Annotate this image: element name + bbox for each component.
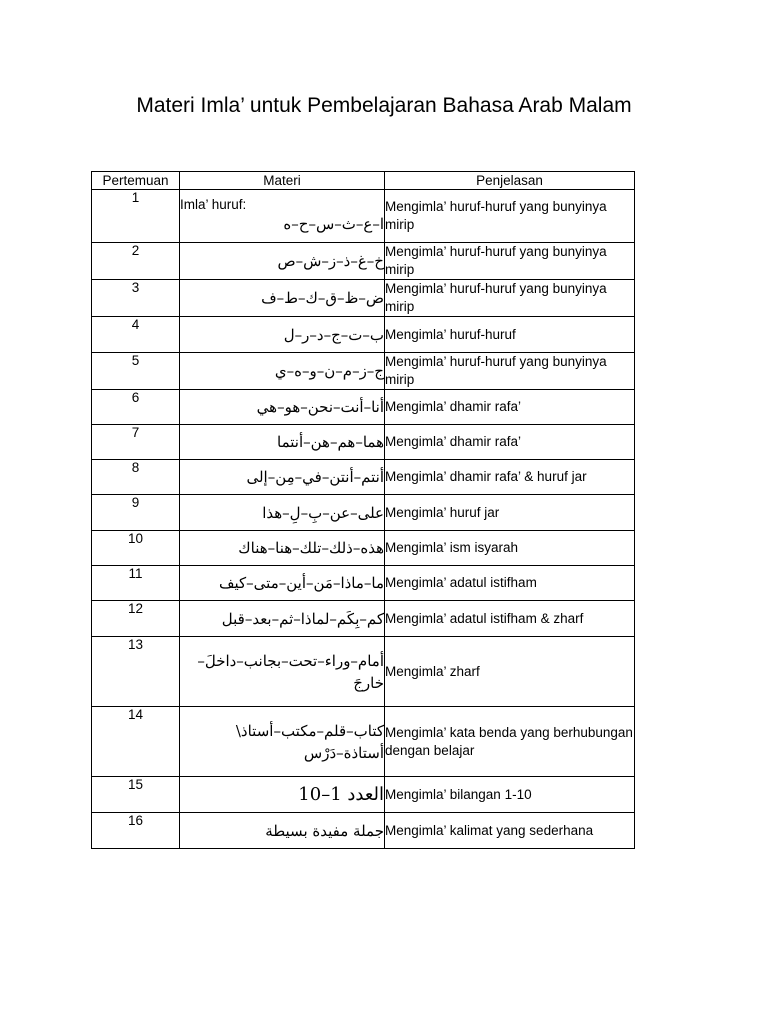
materi-arabic-line2: خارجَ bbox=[353, 673, 384, 692]
row-number: 5 bbox=[92, 353, 180, 390]
row-number: 16 bbox=[92, 813, 180, 849]
materi-cell bbox=[180, 566, 385, 601]
table-row bbox=[92, 425, 635, 460]
row-number: 3 bbox=[92, 280, 180, 317]
materi-cell bbox=[180, 317, 385, 353]
materi-arabic: هذه–ذلك–تلك–هنا–هناك bbox=[238, 539, 384, 557]
table-row bbox=[92, 813, 635, 849]
materi-lead: Imla’ huruf: bbox=[180, 197, 247, 212]
materi-cell bbox=[180, 280, 385, 317]
table-row bbox=[92, 707, 635, 777]
table-row bbox=[92, 390, 635, 425]
materi-cell bbox=[180, 813, 385, 849]
row-number: 11 bbox=[92, 566, 180, 601]
penjelasan-cell: Mengimla’ dhamir rafa’ & huruf jar bbox=[385, 460, 635, 495]
materi-cell bbox=[180, 531, 385, 566]
page-title: Materi Imla’ untuk Pembelajaran Bahasa Arab Malam bbox=[136, 94, 632, 117]
penjelasan-cell: Mengimla’ dhamir rafa’ bbox=[385, 425, 635, 460]
materi-arabic: أنتم–أنتن–في–مِن–إلى bbox=[246, 468, 384, 486]
row-number: 15 bbox=[92, 777, 180, 813]
table-row bbox=[92, 243, 635, 280]
penjelasan-cell: Mengimla’ huruf-huruf yang bunyinya mirip bbox=[385, 353, 635, 390]
materi-arabic: ا–ع–ث–س–ح–ه bbox=[283, 215, 384, 233]
materi-arabic: ج–ز–م–ن–و–ه–ي bbox=[274, 362, 384, 380]
penjelasan-cell: Mengimla’ huruf-huruf bbox=[385, 317, 635, 353]
row-number: 6 bbox=[92, 390, 180, 425]
materi-cell bbox=[180, 637, 385, 707]
row-number: 1 bbox=[92, 190, 180, 243]
row-number: 8 bbox=[92, 460, 180, 495]
materi-arabic: العدد 1–10 bbox=[298, 783, 384, 805]
table-row bbox=[92, 601, 635, 637]
materi-cell bbox=[180, 190, 385, 243]
row-number: 10 bbox=[92, 531, 180, 566]
penjelasan-cell: Mengimla’ huruf-huruf yang bunyinya mirip bbox=[385, 190, 635, 243]
materi-arabic: على–عن–بِ–لِ–هذا bbox=[262, 503, 384, 522]
row-number: 7 bbox=[92, 425, 180, 460]
row-number: 12 bbox=[92, 601, 180, 637]
table-row bbox=[92, 777, 635, 813]
penjelasan-cell: Mengimla’ adatul istifham bbox=[385, 566, 635, 601]
materi-cell bbox=[180, 243, 385, 280]
header-pertemuan: Pertemuan bbox=[92, 172, 180, 190]
materi-arabic: ما–ماذا–مَن–أين–متى–كيف bbox=[218, 574, 384, 592]
penjelasan-cell: Mengimla’ ism isyarah bbox=[385, 531, 635, 566]
row-number: 2 bbox=[92, 243, 180, 280]
header-penjelasan: Penjelasan bbox=[385, 172, 635, 190]
materi-arabic: ض–ظ–ق–ك–ط–ف bbox=[261, 289, 384, 307]
row-number: 4 bbox=[92, 317, 180, 353]
penjelasan-cell: Mengimla’ bilangan 1-10 bbox=[385, 777, 635, 813]
table-row bbox=[92, 566, 635, 601]
table-row bbox=[92, 531, 635, 566]
row-number: 9 bbox=[92, 495, 180, 531]
materi-arabic: خ–غ–ذ–ز–ش–ص bbox=[277, 252, 384, 270]
materi-arabic-line2: أستاذة–دَرْس bbox=[303, 743, 384, 762]
materi-cell bbox=[180, 495, 385, 531]
materi-arabic: كم–بِكَم–لماذا–ثم–بعد–قبل bbox=[221, 609, 384, 628]
table-row bbox=[92, 460, 635, 495]
penjelasan-cell: Mengimla’ huruf-huruf yang bunyinya mirip bbox=[385, 280, 635, 317]
materi-cell bbox=[180, 425, 385, 460]
materi-cell bbox=[180, 777, 385, 813]
materi-arabic: ب–ت–ج–د–ر–ل bbox=[283, 325, 384, 344]
materi-arabic: هما–هم–هن–أنتما bbox=[277, 433, 384, 451]
materi-arabic: جملة مفيدة بسيطة bbox=[265, 821, 384, 840]
materi-cell bbox=[180, 353, 385, 390]
penjelasan-cell: Mengimla’ dhamir rafa’ bbox=[385, 390, 635, 425]
penjelasan-cell: Mengimla’ huruf-huruf yang bunyinya mirip bbox=[385, 243, 635, 280]
table-row bbox=[92, 495, 635, 531]
table-row bbox=[92, 637, 635, 707]
lesson-table bbox=[91, 171, 635, 849]
materi-cell bbox=[180, 707, 385, 777]
penjelasan-cell: Mengimla’ zharf bbox=[385, 637, 635, 707]
table-row bbox=[92, 190, 635, 243]
row-number: 14 bbox=[92, 707, 180, 777]
penjelasan-cell: Mengimla’ kata benda yang berhubungan dengan belajar bbox=[385, 707, 635, 777]
penjelasan-cell: Mengimla’ huruf jar bbox=[385, 495, 635, 531]
row-number: 13 bbox=[92, 637, 180, 707]
materi-cell bbox=[180, 460, 385, 495]
table-row bbox=[92, 280, 635, 317]
penjelasan-cell: Mengimla’ adatul istifham & zharf bbox=[385, 601, 635, 637]
penjelasan-cell: Mengimla’ kalimat yang sederhana bbox=[385, 813, 635, 849]
table-row bbox=[92, 317, 635, 353]
materi-arabic: كتاب–قلم–مكتب–أستاذ\ bbox=[235, 721, 384, 740]
table-row bbox=[92, 353, 635, 390]
materi-cell bbox=[180, 390, 385, 425]
header-materi: Materi bbox=[180, 172, 385, 190]
materi-arabic: أنا–أنت–نحن–هو–هي bbox=[256, 398, 384, 416]
table-header-row bbox=[92, 172, 635, 190]
materi-arabic: أمام–وراء–تحت–بجانب–داخلَ– bbox=[197, 651, 384, 670]
materi-cell bbox=[180, 601, 385, 637]
